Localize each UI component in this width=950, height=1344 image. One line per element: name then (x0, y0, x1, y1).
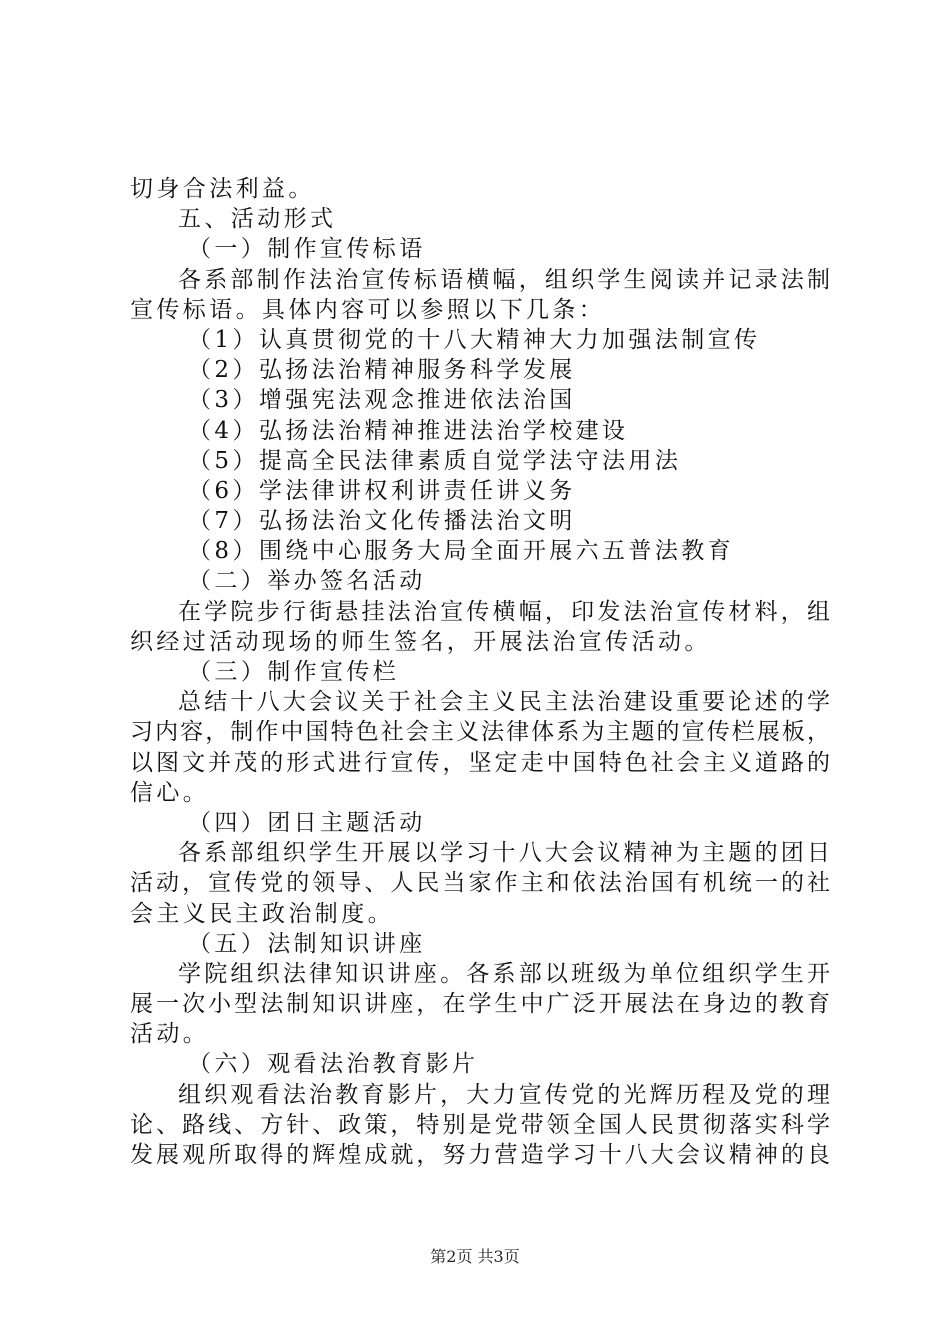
text-line: （8）围绕中心服务大局全面开展六五普法教育 (188, 538, 735, 565)
text-line: 发展观所取得的辉煌成就，努力营造学习十八大会议精神的良 (130, 1142, 830, 1168)
text-line: 论、路线、方针、政策，特别是党带领全国人民贯彻落实科学 (130, 1111, 830, 1138)
text-line: 各系部制作法治宣传标语横幅，组织学生阅读并记录法制 (178, 266, 830, 293)
text-line: （五）法制知识讲座 (188, 930, 426, 957)
text-line: 宣传标语。具体内容可以参照以下几条： (130, 296, 606, 323)
text-line: 会主义民主政治制度。 (130, 900, 394, 927)
text-line: （6）学法律讲权利讲责任讲义务 (188, 477, 576, 504)
text-line: （三）制作宣传栏 (188, 659, 400, 685)
text-line: 活动。 (130, 1021, 210, 1048)
text-line: 组织观看法治教育影片，大力宣传党的光辉历程及党的理 (178, 1081, 830, 1108)
text-line: （1）认真贯彻党的十八大精神大力加强法制宣传 (188, 326, 761, 353)
document-body (130, 174, 830, 1170)
text-line: （四）团日主题活动 (188, 809, 426, 836)
text-line: 学院组织法律知识讲座。各系部以班级为单位组织学生开 (178, 960, 830, 987)
text-line: 织经过活动现场的师生签名，开展法治宣传活动。 (130, 628, 711, 655)
text-line: （2）弘扬法治精神服务科学发展 (188, 357, 576, 384)
text-line: 五、活动形式 (178, 206, 337, 233)
text-line: （5）提高全民法律素质自觉学法守法用法 (188, 447, 682, 474)
text-line: 活动，宣传党的领导、人民当家作主和依法治国有机统一的社 (130, 870, 830, 897)
text-line: 总结十八大会议关于社会主义民主法治建设重要论述的学 (178, 689, 830, 716)
text-line: 切身合法利益。 (130, 176, 315, 202)
text-line: （二）举办签名活动 (188, 568, 426, 595)
text-line: （7）弘扬法治文化传播法治文明 (188, 508, 576, 535)
text-line: 各系部组织学生开展以学习十八大会议精神为主题的团日 (178, 840, 830, 867)
text-line: 信心。 (130, 779, 210, 806)
text-line: （六）观看法治教育影片 (188, 1051, 479, 1078)
text-line: （4）弘扬法治精神推进法治学校建设 (188, 417, 629, 444)
page-footer: 第2页 共3页 (430, 1247, 520, 1266)
text-line: 以图文并茂的形式进行宣传，坚定走中国特色社会主义道路的 (130, 749, 830, 776)
text-line: 展一次小型法制知识讲座，在学生中广泛开展法在身边的教育 (130, 991, 830, 1018)
text-line: （3）增强宪法观念推进依法治国 (188, 387, 576, 414)
text-line: 习内容，制作中国特色社会主义法律体系为主题的宣传栏展板， (130, 719, 830, 746)
text-line: （一）制作宣传标语 (188, 236, 426, 263)
text-line: 在学院步行街悬挂法治宣传横幅，印发法治宣传材料，组 (178, 598, 830, 625)
